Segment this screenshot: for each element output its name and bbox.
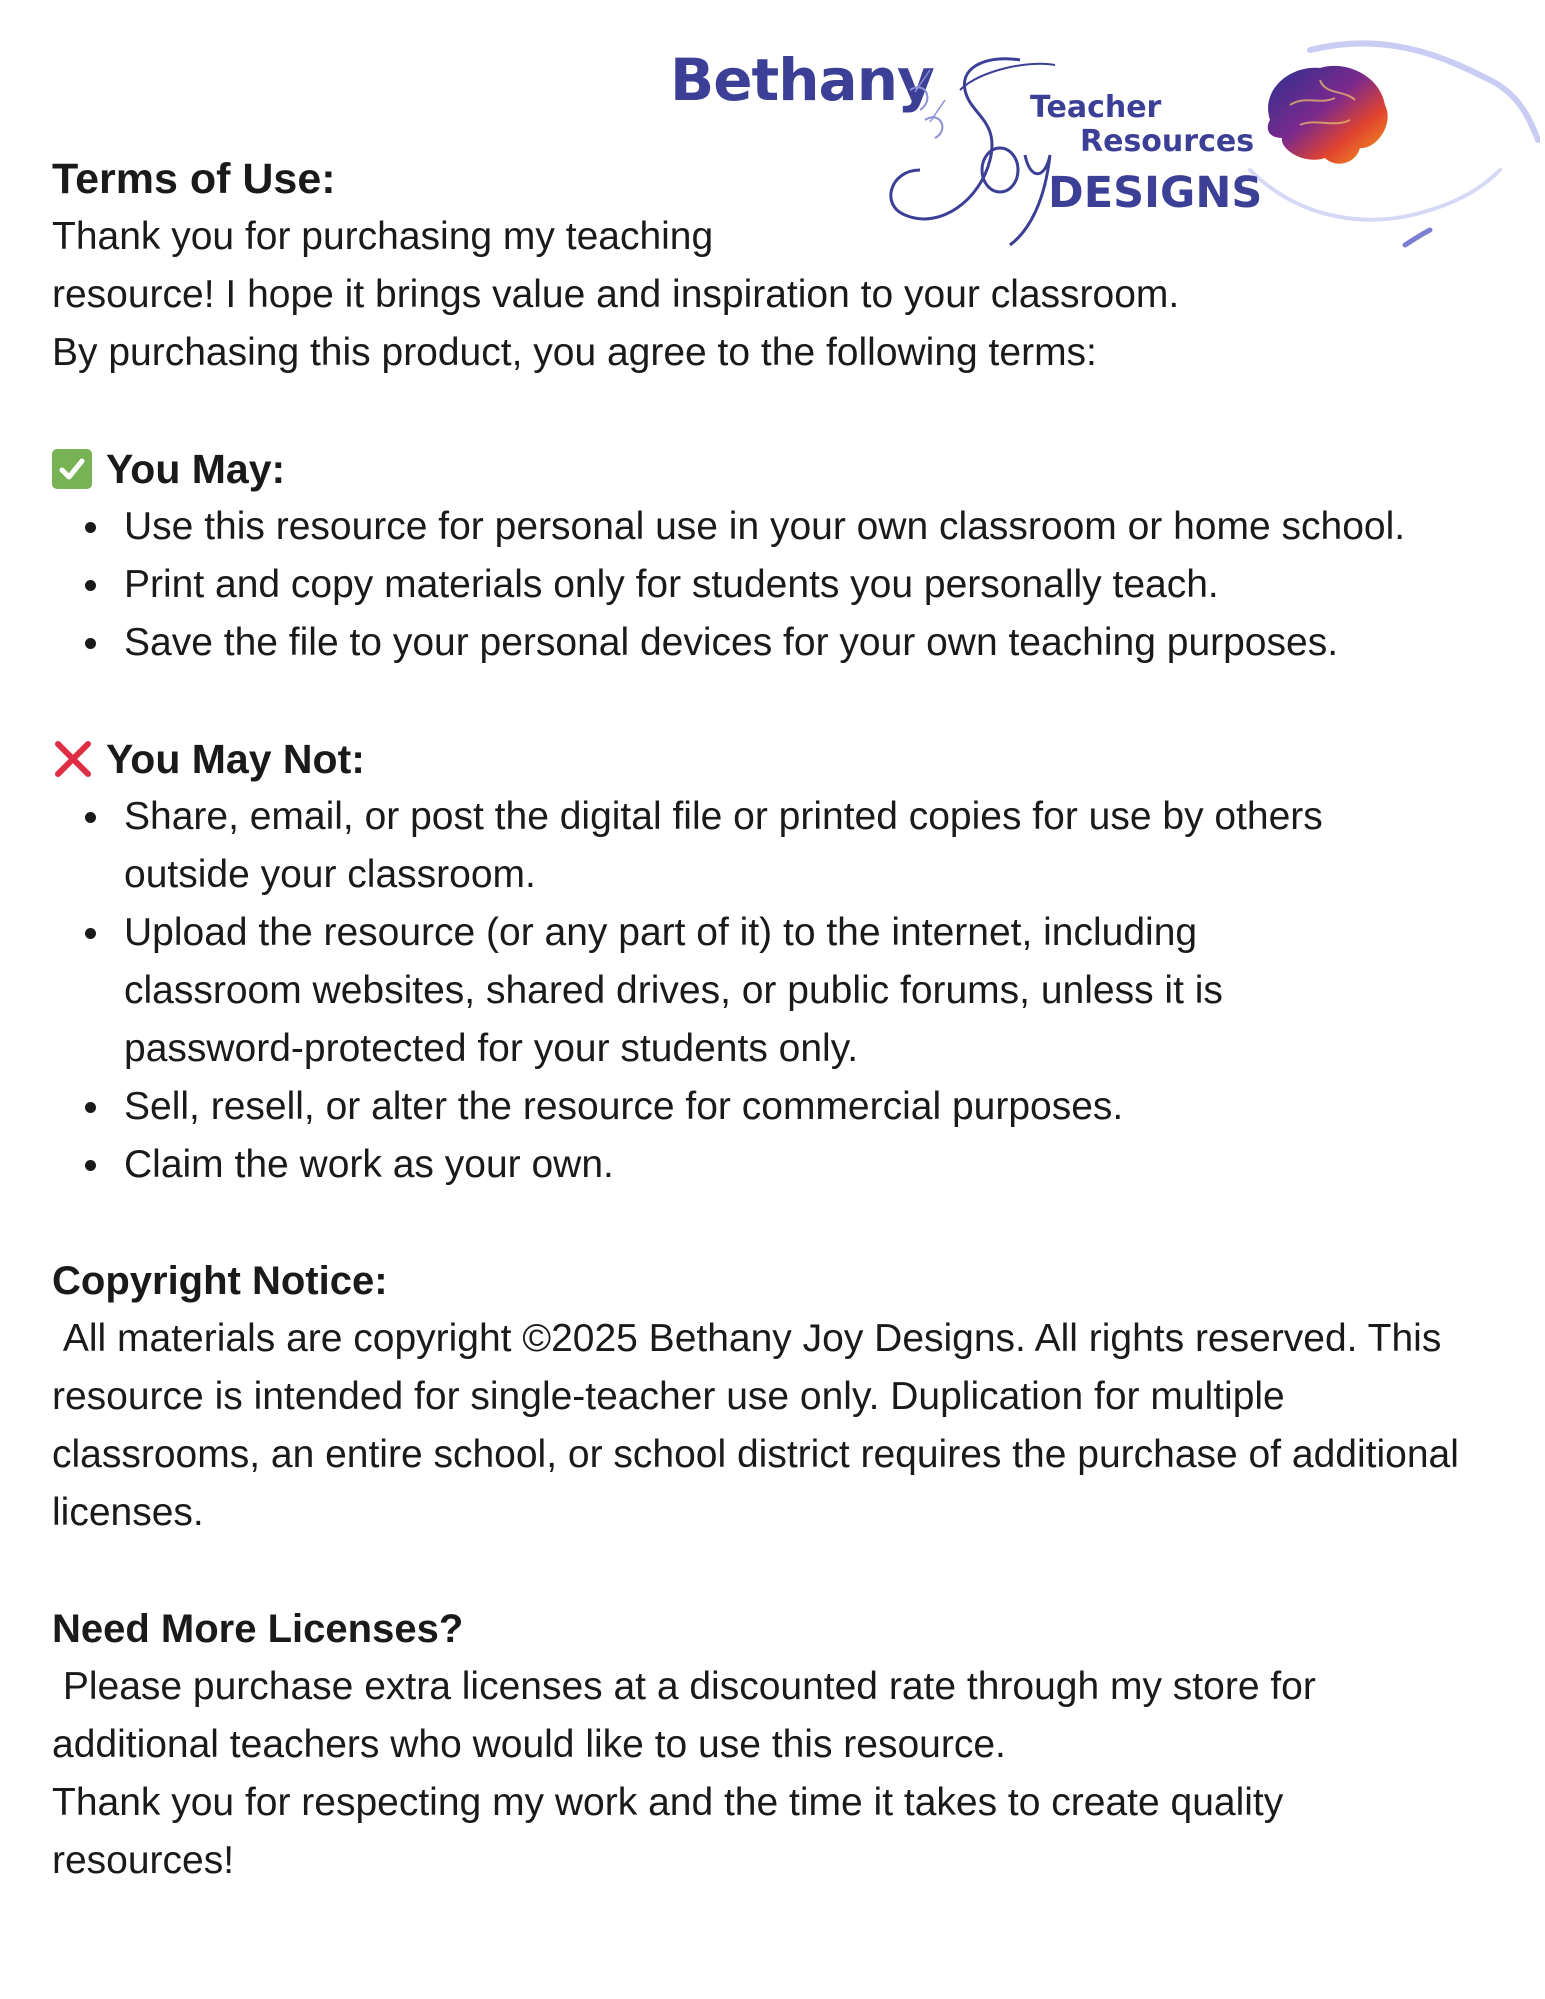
logo-designs-word: DESIGNS: [1048, 168, 1263, 218]
list-item: Sell, resell, or alter the resource for commercial purposes.: [124, 1078, 1464, 1136]
terms-of-use-document: [52, 150, 1492, 1890]
spacer: [52, 672, 1492, 730]
closing-text: Thank you for respecting my work and the time it takes to create quality resources!: [52, 1781, 1284, 1882]
intro-line-1: Thank you for purchasing my teaching: [52, 215, 714, 258]
logo-brand-name: Bethany: [670, 46, 934, 114]
licenses-text: Please purchase extra licenses at a discounted rate through my store for additional teachers who would like to use this resource.: [52, 1665, 1327, 1766]
list-item: Claim the work as your own.: [124, 1136, 1464, 1194]
spacer: [52, 382, 1492, 440]
you-may-not-heading-row: [52, 730, 1492, 788]
licenses-heading: Need More Licenses?: [52, 1607, 464, 1651]
list-item: Share, email, or post the digital file or printed copies for use by others outside your classroom.: [124, 788, 1454, 904]
you-may-heading-row: [52, 440, 1492, 498]
logo-tagline-resources: Resources: [1080, 124, 1255, 159]
you-may-not-heading: You May Not:: [106, 736, 365, 782]
list-item: Use this resource for personal use in your own classroom or home school.: [124, 498, 1492, 556]
intro-line-3: By purchasing this product, you agree to the following terms:: [52, 331, 1097, 374]
you-may-heading: You May:: [106, 446, 286, 492]
list-item: Print and copy materials only for students you personally teach.: [124, 556, 1492, 614]
logo-tagline-teacher: Teacher: [1030, 90, 1162, 125]
cross-mark-icon: [52, 738, 94, 780]
copyright-heading: Copyright Notice:: [52, 1259, 388, 1303]
list-item: Upload the resource (or any part of it) to the internet, including classroom websites, shared drives, or public forums, unless it is password-protected for your students only.: [124, 904, 1284, 1078]
spacer: [52, 1194, 1492, 1252]
check-mark-icon: [52, 449, 92, 489]
you-may-not-list: [52, 788, 1464, 1194]
intro-line-2: resource! I hope it brings value and inspiration to your classroom.: [52, 273, 1180, 316]
copyright-text: All materials are copyright ©2025 Bethany Joy Designs. All rights reserved. This resource is intended for single-teacher use only. Duplication for multiple classrooms, an entire school, or school district requires the purchase of additional licenses.: [52, 1317, 1470, 1534]
terms-title: Terms of Use:: [52, 155, 336, 203]
spacer: [52, 1542, 1492, 1600]
you-may-list: [52, 498, 1492, 672]
list-item: Save the file to your personal devices for your own teaching purposes.: [124, 614, 1492, 672]
